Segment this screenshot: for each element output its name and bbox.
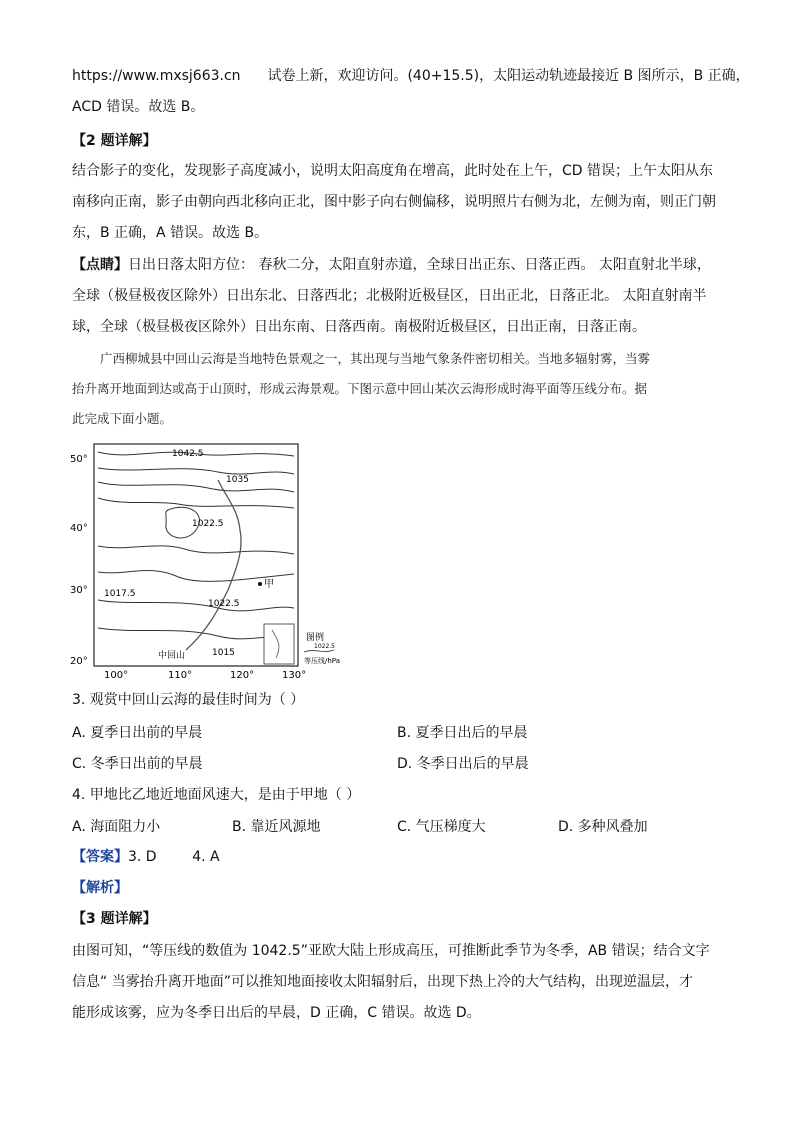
lon-label: 120°: [230, 670, 255, 680]
q3-detail-title: 【3 题详解】: [72, 911, 157, 927]
isobar-label: 1042.5: [172, 449, 204, 459]
tip-line: 全球（极昼极夜区除外）日出东北、日落西北；北极附近极昼区，日出正北，日落正北。 太阳直射南半: [72, 288, 707, 304]
isobar-label: 1022.5: [192, 519, 224, 529]
tip-line: [72, 255, 711, 275]
para1-line: ACD 错误。故选 B。: [72, 99, 205, 115]
place-jia-marker: [258, 582, 262, 586]
q3-option-d[interactable]: D. 冬季日出后的早晨: [397, 756, 529, 772]
q3-stem: 3. 观赏中回山云海的最佳时间为（ ）: [72, 692, 305, 708]
site-url-link[interactable]: https://www.mxsj663.cn: [72, 68, 241, 84]
header-notice: 试卷上新，欢迎访问。(40+15.5)，太阳运动轨迹最接近 B 图所示，B 正确，: [267, 68, 750, 84]
isobar-label: 1035: [226, 475, 249, 485]
answer-line: [72, 847, 220, 867]
material-line: 抬升离开地面到达或高于山顶时，形成云海景观。下图示意中回山某次云海形成时海平面等压线分布。据: [72, 381, 648, 396]
q3-option-b[interactable]: B. 夏季日出后的早晨: [397, 725, 528, 741]
lon-label: 130°: [282, 670, 307, 680]
material-line: 广西柳城县中回山云海是当地特色景观之一，其出现与当地气象条件密切相关。当地多辐射雾，当雾: [100, 351, 651, 366]
legend-value: 1022.5: [314, 643, 335, 650]
tip-label: 【点睛】: [72, 257, 128, 273]
lat-label: 40°: [70, 523, 88, 534]
lon-label: 110°: [168, 670, 193, 680]
isobar-map: [68, 440, 368, 680]
isobar-label: 1022.5: [208, 599, 240, 609]
q2-body-line: 结合影子的变化，发现影子高度减小，说明太阳高度角在增高，此时处在上午，CD 错误；上午太阳从东: [72, 163, 714, 179]
q3-option-a[interactable]: A. 夏季日出前的早晨: [72, 725, 203, 741]
q4-option-b[interactable]: B. 靠近风源地: [232, 819, 321, 835]
material-line: 此完成下面小题。: [72, 411, 173, 426]
q2-body-line: 东，B 正确，A 错误。故选 B。: [72, 225, 269, 241]
header-line: [72, 66, 750, 86]
lat-label: 50°: [70, 454, 88, 465]
tip-text: 日出日落太阳方位： 春秋二分，太阳直射赤道，全球日出正东、日落正西。 太阳直射北半球，: [128, 257, 711, 273]
legend-text: 等压线/hPa: [304, 657, 340, 665]
q2-body-line: 南移向正南，影子由朝向西北移向正北，图中影子向右侧偏移，说明照片右侧为北，左侧为南，则正门朝: [72, 194, 716, 210]
mountain-label: 中回山: [158, 651, 186, 661]
place-jia-label: 甲: [264, 579, 274, 590]
lat-label: 20°: [70, 656, 88, 667]
q3-option-c[interactable]: C. 冬季日出前的早晨: [72, 756, 203, 772]
isobar-label: 1017.5: [104, 589, 136, 599]
lat-label: 30°: [70, 585, 88, 596]
q2-title: 【2 题详解】: [72, 133, 157, 149]
q4-option-a[interactable]: A. 海面阻力小: [72, 819, 161, 835]
tip-line: 球，全球（极昼极夜区除外）日出东南、日落西南。南极附近极昼区，日出正南，日落正南。: [72, 319, 646, 335]
analysis-label: 【解析】: [72, 880, 128, 896]
q3-detail-line: 信息“ 当雾抬升离开地面”可以推知地面接收太阳辐射后，出现下热上冷的大气结构，出现逆温层，才: [72, 974, 693, 990]
q3-detail-line: 能形成该雾，应为冬季日出后的早晨，D 正确，C 错误。故选 D。: [72, 1005, 481, 1021]
q4-option-c[interactable]: C. 气压梯度大: [397, 819, 486, 835]
answer-text: 3. D 4. A: [128, 849, 220, 865]
q4-option-d[interactable]: D. 多种风叠加: [558, 819, 648, 835]
legend-title: 图例: [306, 633, 325, 643]
isobar-label: 1015: [212, 648, 235, 658]
q4-stem: 4. 甲地比乙地近地面风速大，是由于甲地（ ）: [72, 787, 361, 803]
q3-detail-line: 由图可知，“等压线的数值为 1042.5”亚欧大陆上形成高压，可推断此季节为冬季，AB 错误；结合文字: [72, 943, 710, 959]
answer-label: 【答案】: [72, 849, 128, 865]
lon-label: 100°: [104, 670, 129, 680]
